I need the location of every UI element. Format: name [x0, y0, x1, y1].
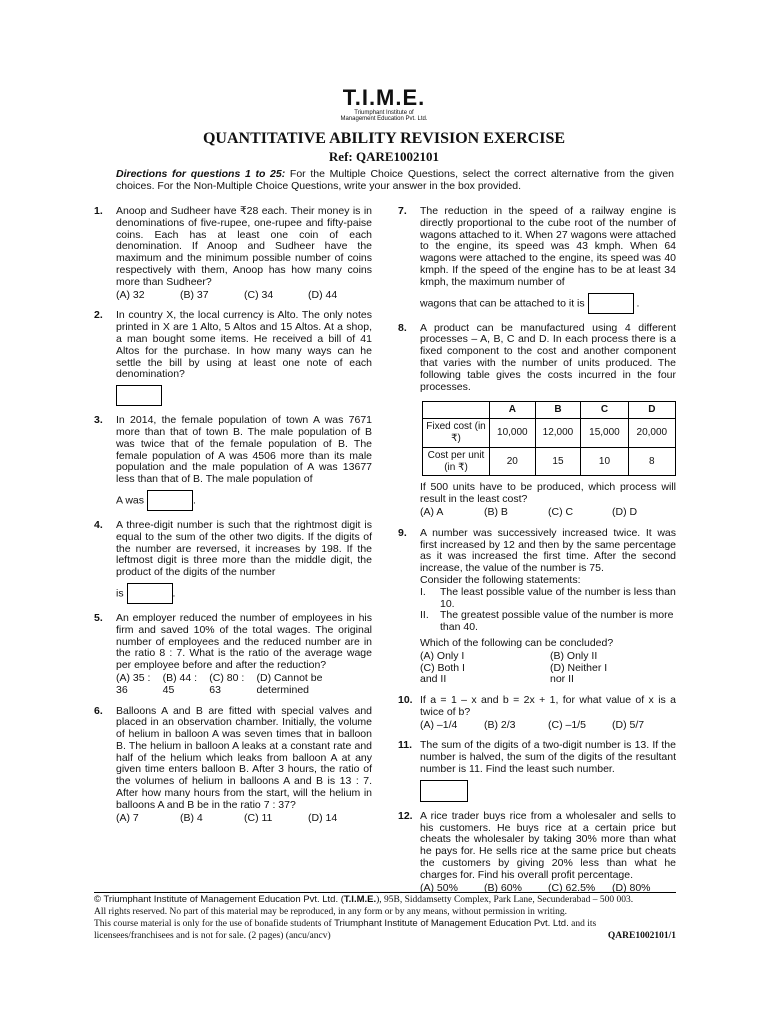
question-end: . [636, 296, 640, 309]
option-a[interactable]: (A) 7 [116, 811, 139, 824]
table-cell: 20,000 [628, 419, 675, 448]
logo-mark: T.I.M.E. [342, 85, 426, 110]
table-cell: 20 [490, 447, 536, 476]
footer-company: Triumphant Institute of Management Education Pvt. Ltd. [334, 918, 569, 929]
question-9 [398, 528, 676, 686]
option-a[interactable]: (A) 50% [420, 881, 458, 894]
footer-text: © Triumphant Institute of Management Education Pvt. Ltd. ( [94, 894, 344, 905]
question-end: . [172, 587, 176, 600]
question-text: Anoop and Sudheer have ₹28 each. Their money is in denominations of five-rupee, one-rupee and fifty-paise coins. Each has at least one coin of each denomination. If Anoop and Sudheer have the maximum and the minimum possible number of coins respectively with them, Anoop has how many coins more than Sudheer? [116, 205, 372, 288]
question-2 [94, 310, 372, 406]
question-number: 3. [94, 414, 103, 427]
footer-line-1 [94, 894, 676, 906]
page-ref: Ref: QARE1002101 [328, 149, 440, 164]
question-number: 10. [398, 694, 413, 707]
conclusion-question: Which of the following can be concluded? [420, 636, 614, 649]
answer-box[interactable] [588, 293, 634, 314]
option-d[interactable]: (D) 5/7 [612, 718, 645, 731]
question-number: 6. [94, 704, 103, 717]
table-cell: 12,000 [535, 419, 581, 448]
question-number: 2. [94, 309, 103, 322]
option-d[interactable]: (D) 80% [612, 881, 651, 894]
statement-numeral: I. [420, 585, 426, 598]
option-b[interactable]: (B) 2/3 [484, 718, 516, 731]
answer-box[interactable] [127, 583, 173, 604]
table-header [423, 402, 490, 419]
options [116, 673, 372, 697]
table-header: C [581, 402, 628, 419]
option-a[interactable]: (A) –1/4 [420, 718, 458, 731]
question-4 [94, 520, 372, 604]
footer-line-2: All rights reserved. No part of this material may be reproduced, in any form or by any means, without permission in writing. [94, 907, 568, 917]
page-footer [94, 892, 676, 942]
question-8 [398, 323, 676, 519]
question-text: In 2014, the female population of town A was 7671 more than that of town B. The male population of B was twice that of the female population of B. The female population of A was 4506 more than its male population and the male population of A was 13677 less than that of B. The male population of [116, 414, 372, 486]
table-header: D [628, 402, 675, 419]
table-row [423, 447, 676, 476]
logo-sub2: Management Education Pvt. Ltd. [340, 116, 428, 122]
options [116, 813, 372, 825]
statement-1 [420, 587, 676, 611]
statement-text: The least possible value of the number is less than 10. [440, 585, 676, 610]
statement-text: The greatest possible value of the number is more than 40. [440, 609, 674, 634]
question-text: An employer reduced the number of employees in his firm and saved 10% of the total wages. The original number of employees and the reduced number are in the ratio 8 : 7. What is the ratio of the average wage per employee before and after the reduction? [116, 611, 372, 672]
question-number: 1. [94, 205, 103, 217]
option-a[interactable]: (A) 32 [116, 288, 145, 301]
footer-line-3 [94, 918, 676, 930]
directions-lead: Directions for questions 1 to 25: [116, 168, 286, 180]
option-c[interactable]: (C) Both I and II [420, 661, 465, 686]
left-column [94, 206, 372, 833]
option-d[interactable]: (D) 44 [308, 288, 338, 301]
time-logo [0, 85, 768, 123]
logo-sub1: Triumphant Institute of [354, 110, 414, 116]
table-cell: 8 [628, 447, 675, 476]
question-11 [398, 740, 676, 801]
table-cell: 15 [535, 447, 581, 476]
table-header: A [490, 402, 536, 419]
option-c[interactable]: (C) C [548, 505, 574, 518]
question-number: 8. [398, 321, 407, 334]
option-d[interactable]: (D) D [612, 505, 638, 518]
answer-box[interactable] [420, 780, 468, 802]
consider-label: Consider the following statements: [420, 573, 581, 586]
footer-brand: T.I.M.E. [343, 894, 377, 905]
question-number: 12. [398, 809, 413, 822]
table-header: B [535, 402, 581, 419]
option-c[interactable]: (C) 62.5% [548, 881, 596, 894]
directions-body: For the Multiple Choice Questions, select the correct alternative from the given choices. For the Non-Multiple Choice Questions, write your answer in the box provided. [116, 168, 674, 192]
option-b[interactable]: (B) 44 : 45 [162, 671, 198, 696]
option-c[interactable]: (C) 11 [244, 811, 273, 824]
answer-box[interactable] [116, 385, 162, 406]
question-tail: is [116, 587, 124, 600]
table-cell: 15,000 [581, 419, 628, 448]
option-d[interactable]: (D) Neither I nor II [550, 661, 608, 686]
footer-text: licensees/franchisees and is not for sale. (2 pages) (ancu/ancv) [94, 931, 331, 941]
question-text: Balloons A and B are fitted with special valves and placed in an observation chamber. Initially, the volume of helium in balloon A was seven times that in balloon B. The helium in balloon A leaks at a constant rate and half of the helium which leaks from balloon A at any given time enters balloon B. After 3 hours, the ratio of the volumes of helium in balloons A and B is 13 : 7. After how many hours from the start, will the helium in balloons A and B be in the ratio 7 : 37? [116, 704, 372, 811]
footer-line-4 [94, 930, 676, 942]
option-b[interactable]: (B) Only II [550, 649, 598, 662]
row-label: Fixed cost (in ₹) [423, 419, 490, 448]
options [420, 507, 676, 519]
question-3 [94, 415, 372, 511]
question-6 [94, 706, 372, 825]
footer-code: QARE1002101/1 [607, 931, 676, 941]
footer-text: This course material is only for the use of bonafide students of [94, 919, 335, 929]
question-followup: If 500 units have to be produced, which process will result in the least cost? [420, 481, 676, 506]
footer-text: and its [568, 919, 597, 929]
footer-text: ), 95B, Siddamsetty Complex, Park Lane, Secunderabad – 500 003. [376, 895, 634, 905]
question-number: 7. [398, 205, 407, 217]
question-text: A rice trader buys rice from a wholesaler and sells to his customers. He buys rice at a certain price but cheats the wholesaler by taking 30% more than what he pays for. He sells rice at the same price but cheats the customers by giving 20% less than what he charges for. Find his overall profit percentage. [420, 809, 676, 881]
question-7 [398, 206, 676, 314]
option-c[interactable]: (C) –1/5 [548, 718, 586, 731]
directions [116, 168, 674, 192]
question-1 [94, 206, 372, 301]
options [420, 720, 676, 732]
row-label: Cost per unit (in ₹) [423, 447, 490, 476]
question-text: A product can be manufactured using 4 different processes – A, B, C and D. In each process there is a fixed component to the cost and another component that varies with the number of units produced. The following table gives the costs incurred in the four processes. [420, 321, 676, 393]
question-text: A three-digit number is such that the rightmost digit is equal to the sum of the other two digits. If the digits of the number are reversed, it increases by 198. If the leftmost digit is three more than the middle digit, the product of the digits of the number [116, 518, 372, 579]
statement-2 [420, 610, 676, 634]
question-text: In country X, the local currency is Alto. The only notes printed in X are 1 Alto, 5 Altos and 15 Altos. At a shop, a man bought some items. He received a bill of 41 Altos for the purchase. In how many ways can he settle the bill by using at least one note of each denomination? [116, 309, 372, 381]
question-tail: A was [116, 494, 145, 507]
statement-numeral: II. [420, 609, 429, 622]
options [116, 290, 372, 302]
question-text: If a = 1 – x and b = 2x + 1, for what value of x is a twice of b? [420, 694, 676, 718]
option-b[interactable]: (B) B [484, 505, 508, 518]
answer-box[interactable] [147, 490, 193, 511]
table-cell: 10,000 [490, 419, 536, 448]
question-end: . [192, 494, 196, 507]
option-a[interactable]: (A) A [420, 505, 444, 518]
table-row [423, 419, 676, 448]
question-text: A number was successively increased twice. It was first increased by 12 and then by the same percentage as it was increased the first time. After the second increase, the value of the number is 75. [420, 526, 676, 575]
table-cell: 10 [581, 447, 628, 476]
option-d[interactable]: (D) 14 [308, 811, 338, 824]
question-text: The sum of the digits of a two-digit number is 13. If the number is halved, the sum of the digits of the resultant number is 11. Find the least such number. [420, 739, 676, 776]
option-b[interactable]: (B) 60% [484, 881, 522, 894]
option-b[interactable]: (B) 37 [180, 288, 209, 301]
question-number: 4. [94, 518, 103, 531]
option-b[interactable]: (B) 4 [180, 811, 203, 824]
question-10 [398, 695, 676, 731]
question-tail: wagons that can be attached to it is [420, 296, 585, 309]
cost-table [422, 401, 676, 476]
option-a[interactable]: (A) Only I [420, 649, 465, 662]
option-a[interactable]: (A) 35 : 36 [116, 671, 151, 696]
option-c[interactable]: (C) 80 : 63 [209, 671, 245, 696]
question-text: The reduction in the speed of a railway engine is directly proportional to the cube root of the number of wagons attached to it. When 27 wagons were attached to the engine, its speed was 43 kmph. When 64 wagons were attached to the engine, its speed was 40 kmph. If the speed of the engine has to be at least 34 kmph, the maximum number of [420, 205, 676, 288]
table-header-row [423, 402, 676, 419]
question-12 [398, 811, 676, 895]
page-title: QUANTITATIVE ABILITY REVISION EXERCISE [202, 130, 566, 147]
question-number: 9. [398, 526, 407, 539]
option-d[interactable]: (D) Cannot be determined [256, 671, 323, 696]
question-5 [94, 613, 372, 697]
question-number: 11. [398, 739, 413, 752]
options [420, 651, 676, 686]
question-number: 5. [94, 611, 103, 624]
option-c[interactable]: (C) 34 [244, 288, 274, 301]
right-column [398, 206, 676, 903]
